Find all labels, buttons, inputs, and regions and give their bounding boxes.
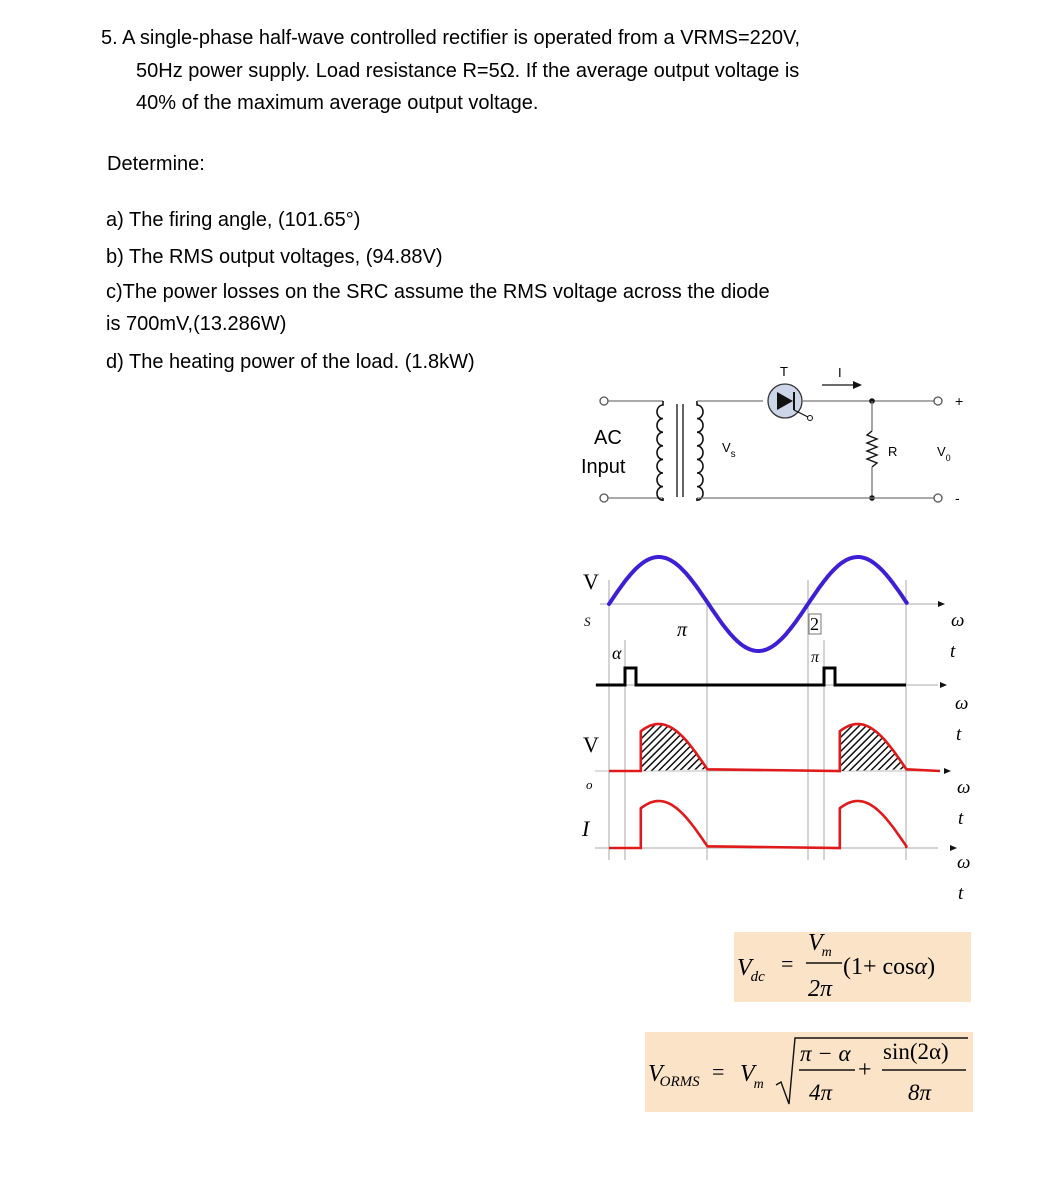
vorms-eight-pi: 8π: [908, 1080, 932, 1105]
output-minus-label: -: [955, 490, 960, 506]
omega-label-1: ω: [951, 610, 965, 631]
t-label-2: t: [956, 724, 962, 745]
current-label: I: [838, 365, 842, 380]
vdc-symbol: Vdc: [737, 955, 765, 985]
vorms-sin-two-alpha: sin(2α): [883, 1039, 949, 1064]
vorms-plus: +: [858, 1057, 872, 1083]
t-label-3: t: [958, 808, 964, 829]
question-c-line-2: is 700mV,(13.286W): [106, 313, 287, 335]
omega-label-4: ω: [957, 852, 971, 873]
vs-waveform-sub: S: [584, 614, 591, 629]
vs-waveform-label: V: [583, 569, 599, 594]
load-current-curve: [609, 801, 906, 848]
vs-label: $V_s$: [722, 440, 736, 460]
question-a: a) The firing angle, (101.65°): [106, 209, 361, 231]
vorms-symbol: VORMS: [648, 1061, 700, 1090]
vdc-two-pi: 2π: [808, 976, 833, 1002]
question-c-line-1: c)The power losses on the SRC assume the RMS voltage across the diode: [106, 281, 770, 303]
alpha-label: α: [612, 643, 622, 663]
i-waveform-label: I: [582, 816, 590, 841]
problem-line-2: 50Hz power supply. Load resistance R=5Ω. If the average output voltage is: [136, 60, 800, 82]
vs-axis-arrow-icon: [938, 601, 945, 607]
vorms-four-pi: 4π: [809, 1080, 833, 1105]
vdc-equals: =: [781, 951, 794, 976]
ac-label: AC: [594, 427, 622, 449]
vo-waveform-label: V: [583, 732, 599, 757]
two-label: 2: [810, 614, 819, 634]
formulas: [0, 920, 1045, 1120]
vdc-vm-numerator: Vm: [808, 930, 832, 960]
t-label-1: t: [950, 641, 956, 662]
output-voltage-area-1: [641, 724, 708, 771]
vorms-pi-minus-alpha: π − α: [800, 1041, 851, 1066]
problem-line-3: 40% of the maximum average output voltage.: [136, 92, 539, 114]
question-d: d) The heating power of the load. (1.8kW): [106, 351, 475, 373]
t-label-4: t: [958, 883, 964, 904]
omega-label-3: ω: [957, 777, 971, 798]
i-axis-arrow-icon: [950, 845, 957, 851]
output-voltage-area-2: [840, 724, 907, 771]
question-b: b) The RMS output voltages, (94.88V): [106, 246, 443, 268]
vo-label: $V_0$: [937, 444, 951, 463]
problem-line-1: 5. A single-phase half-wave controlled rectifier is operated from a VRMS=220V,: [101, 27, 801, 49]
gate-pulse-train: [596, 668, 906, 685]
vorms-equals: =: [712, 1059, 725, 1084]
determine-label: Determine:: [107, 153, 205, 175]
vdc-one-plus-cos: (1+ cosα): [843, 954, 936, 980]
vo-waveform-sub: o: [586, 777, 593, 792]
two-pi-pi-label: π: [811, 649, 820, 666]
pi-label: π: [677, 619, 688, 641]
gate-axis-arrow-icon: [940, 682, 947, 688]
resistor-label: R: [888, 444, 898, 459]
input-label: Input: [581, 456, 626, 478]
thyristor-label: T: [780, 364, 788, 379]
output-plus-label: +: [955, 393, 964, 409]
vorms-vm: Vm: [740, 1061, 764, 1092]
vo-axis-arrow-icon: [944, 768, 951, 774]
omega-label-2: ω: [955, 693, 969, 714]
